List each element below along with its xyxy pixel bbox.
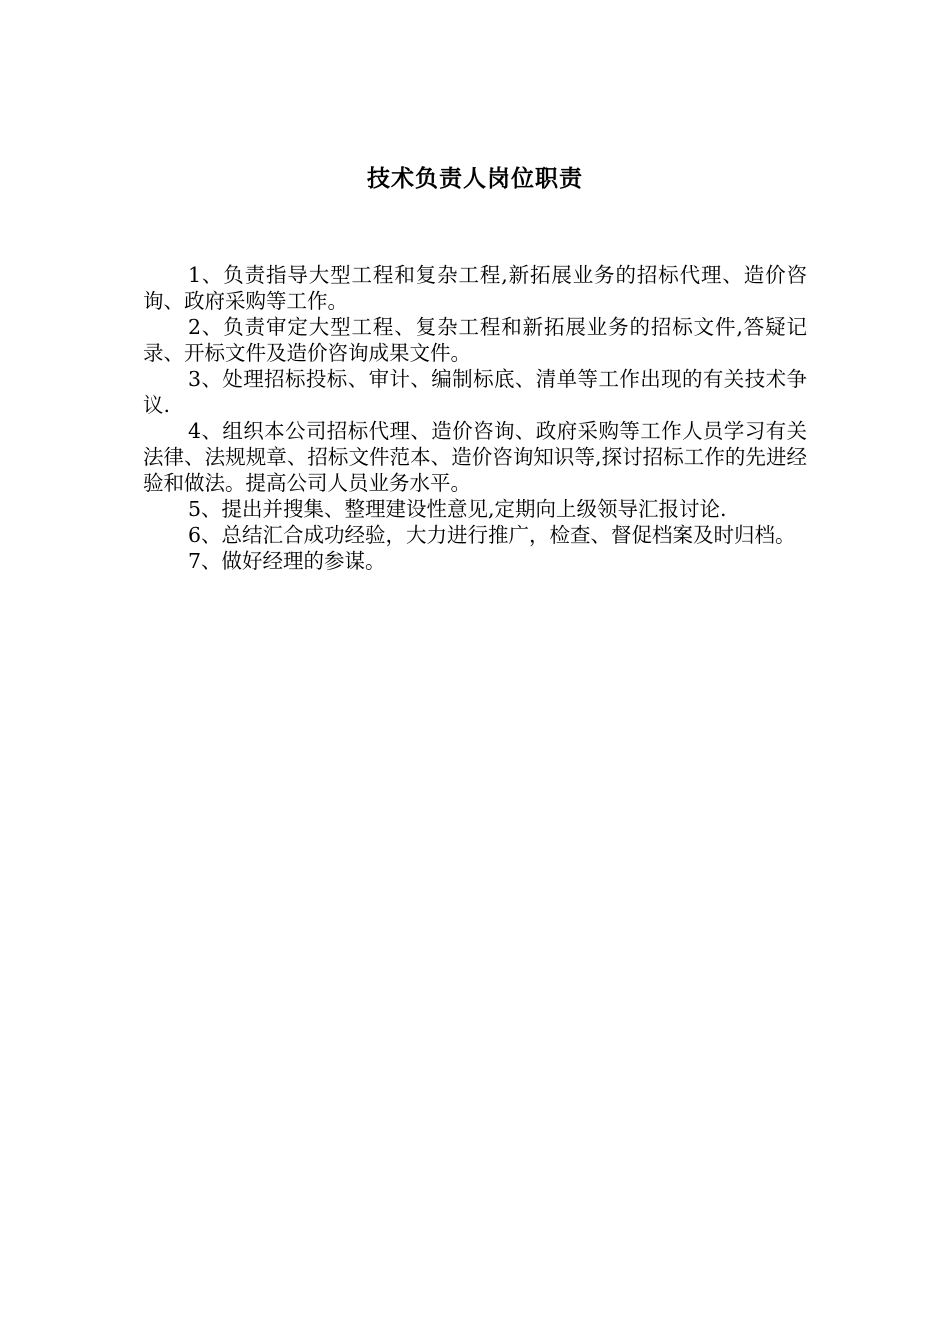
duty-item-3: 3、处理招标投标、审计、编制标底、清单等工作出现的有关技术争议. xyxy=(143,367,807,417)
duty-item-1: 1、负责指导大型工程和复杂工程,新拓展业务的招标代理、造价咨询、政府采购等工作。 xyxy=(143,263,807,313)
document-title: 技术负责人岗位职责 xyxy=(367,165,583,192)
duty-item-6: 6、总结汇合成功经验，大力进行推广，检查、督促档案及时归档。 xyxy=(188,523,796,547)
duty-list xyxy=(143,262,807,574)
duty-item-2: 2、负责审定大型工程、复杂工程和新拓展业务的招标文件,答疑记录、开标文件及造价咨询成果文件。 xyxy=(143,315,807,365)
duty-item-4: 4、组织本公司招标代理、造价咨询、政府采购等工作人员学习有关法律、法规规章、招标文件范本、造价咨询知识等,探讨招标工作的先进经验和做法。提高公司人员业务水平。 xyxy=(143,419,807,495)
duty-item-7: 7、做好经理的参谋。 xyxy=(188,549,386,573)
duty-item-5: 5、提出并搜集、整理建设性意见,定期向上级领导汇报讨论. xyxy=(188,497,727,521)
